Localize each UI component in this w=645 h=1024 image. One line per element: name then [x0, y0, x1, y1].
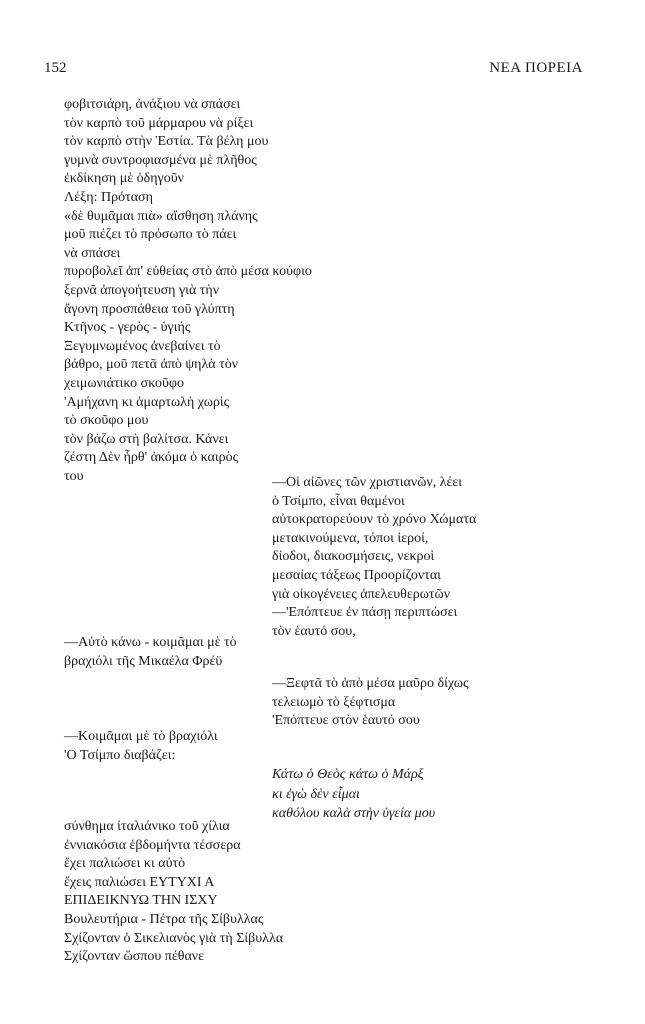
- running-title: ΝΕΑ ΠΟΡΕΙΑ: [489, 60, 583, 76]
- poem-line: μετακινούμενα, τόποι ἱεροί,: [272, 530, 429, 546]
- poem-line: Ξεγυμνωμένος ἀνεβαίνει τὸ: [64, 338, 221, 354]
- poem-line: μεσαίας τάξεως Προορίζονται: [272, 567, 441, 583]
- poem-line: —Οἱ αἰῶνες τῶν χριστιανῶν, λέει: [272, 475, 463, 490]
- poem-block-right-2: [272, 675, 469, 731]
- poem-block-italic-quote: [272, 765, 435, 824]
- poem-line: ἄγονη προσπάθεια τοῦ γλύπτη: [64, 301, 235, 317]
- poem-line: Λέξη: Πρόταση: [64, 189, 153, 205]
- poem-line: —Κοιμᾶμαι μὲ τὸ βραχιόλι: [64, 729, 218, 744]
- page-header: [0, 60, 645, 82]
- poem-line: πυροβολεῖ ἀπ' εὐθείας στὸ ἀπὸ μέσα κούφιο: [64, 264, 312, 280]
- poem-line: —'Επόπτευε ἐν πάσῃ περιπτώσει: [272, 605, 458, 621]
- poem-line: ἔχει παλιώσει κι αὐτὸ: [64, 856, 186, 872]
- poem-line: «δὲ θυμᾶμαι πιὰ» αἴσθηση πλάνης: [64, 208, 258, 224]
- poem-line: χειμωνιάτικο σκοῦφο: [64, 375, 184, 391]
- poem-line: —Ξεφτᾶ τὸ ἀπὸ μέσα μαῦρο δίχως: [272, 676, 469, 691]
- poem-line: 'Επόπτευε στὸν ἑαυτό σου: [272, 713, 420, 729]
- poem-line: νὰ σπάσει: [64, 245, 121, 261]
- poem-line: —Αὐτὸ κάνω - κοιμᾶμαι μὲ τὸ: [64, 635, 237, 650]
- poem-block-left-4: [64, 818, 283, 967]
- poem-line: κι ἐγὼ δὲν εἶμαι: [272, 786, 360, 802]
- poem-line: του: [64, 468, 84, 484]
- poem-line: βραχιόλι τῆς Μικαέλα Φρέϋ: [64, 653, 223, 669]
- poem-line: αὐτοκρατορεύουν τὸ χρόνο Χώματα: [272, 512, 477, 528]
- poem-line: βάθρο, μοῦ πετᾶ ἀπὸ ψηλὰ τὸν: [64, 357, 239, 373]
- poem-line: 'Ο Τσίμπο διαβάζει:: [64, 747, 176, 763]
- poem-line: σύνθημα ἰταλιάνικο τοῦ χίλια: [64, 819, 230, 834]
- poem-line: Κτῆνος - γερὸς - ὑγιής: [64, 320, 191, 336]
- poem-line: καθόλου καλὰ στὴν ὑγεία μου: [272, 806, 436, 821]
- poem-block-left-1: [64, 96, 312, 486]
- poem-line: Βουλευτήρια - Πέτρα τῆς Σίβυλλας: [64, 911, 264, 927]
- poem-block-right-1: [272, 474, 476, 641]
- poem-line: Κάτω ὁ Θεὸς κάτω ὁ Μάρξ: [272, 767, 424, 782]
- poem-line: ζέστη Δὲν ἦρθ' ἀκόμα ὁ καιρὸς: [64, 450, 239, 466]
- poem-line: Σχίζονταν ὁ Σικελιανὸς γιὰ τὴ Σίβυλλα: [64, 930, 284, 946]
- poem-line: φοβιτσιάρη, ἀνάξιου νὰ σπάσει: [64, 97, 241, 112]
- poem-line: τὸ σκοῦφο μου: [64, 413, 149, 429]
- page-number: 152: [44, 60, 67, 76]
- poem-line: Σχίζονταν ὥσπου πέθανε: [64, 949, 204, 965]
- poem-line: ΕΠΙΔΕΙΚΝΥΩ ΤΗΝ ΙΣΧΥ: [64, 893, 218, 909]
- poem-block-left-3: [64, 728, 218, 765]
- poem-line: ἐννιακόσια ἑβδομήντα τέσσερα: [64, 837, 241, 853]
- poem-line: ἔχεις παλιώσει ΕΥΤΥΧΙ Α: [64, 874, 215, 890]
- poem-block-left-2: [64, 634, 237, 671]
- poem-line: γυμνὰ συντροφιασμένα μὲ πλῆθος: [64, 152, 257, 168]
- poem-line: δίοδοι, διακοσμήσεις, νεκροὶ: [272, 549, 435, 565]
- poem-line: τὸν ἑαυτό σου,: [272, 623, 356, 639]
- poem-line: τελειωμὸ τὸ ξέφτισμα: [272, 694, 396, 710]
- poem-line: γιὰ οἰκογένειες ἀπελευθερωτῶν: [272, 586, 451, 602]
- poem-line: ξερνᾶ ἀπογοήτευση γιὰ τὴν: [64, 282, 220, 298]
- poem-line: μοῦ πιέζει τὸ πρόσωπο τὸ πάει: [64, 227, 237, 243]
- poem-line: 'Αμήχανη κι ἁμαρτωλὴ χωρὶς: [64, 394, 230, 410]
- poem-line: τὸν καρπὸ τοῦ μάρμαρου νὰ ρίξει: [64, 115, 254, 131]
- poem-line: ὁ Τσίμπο, εἶναι θαμένοι: [272, 493, 405, 509]
- poem-line: τὸν βάζω στὴ βαλίτσα. Κάνει: [64, 431, 229, 447]
- poem-line: τὸν καρπὸ στὴν Ἑστία. Τὰ βέλη μου: [64, 134, 269, 150]
- poem-line: ἐκδίκηση μὲ ὁδηγοῦν: [64, 171, 184, 187]
